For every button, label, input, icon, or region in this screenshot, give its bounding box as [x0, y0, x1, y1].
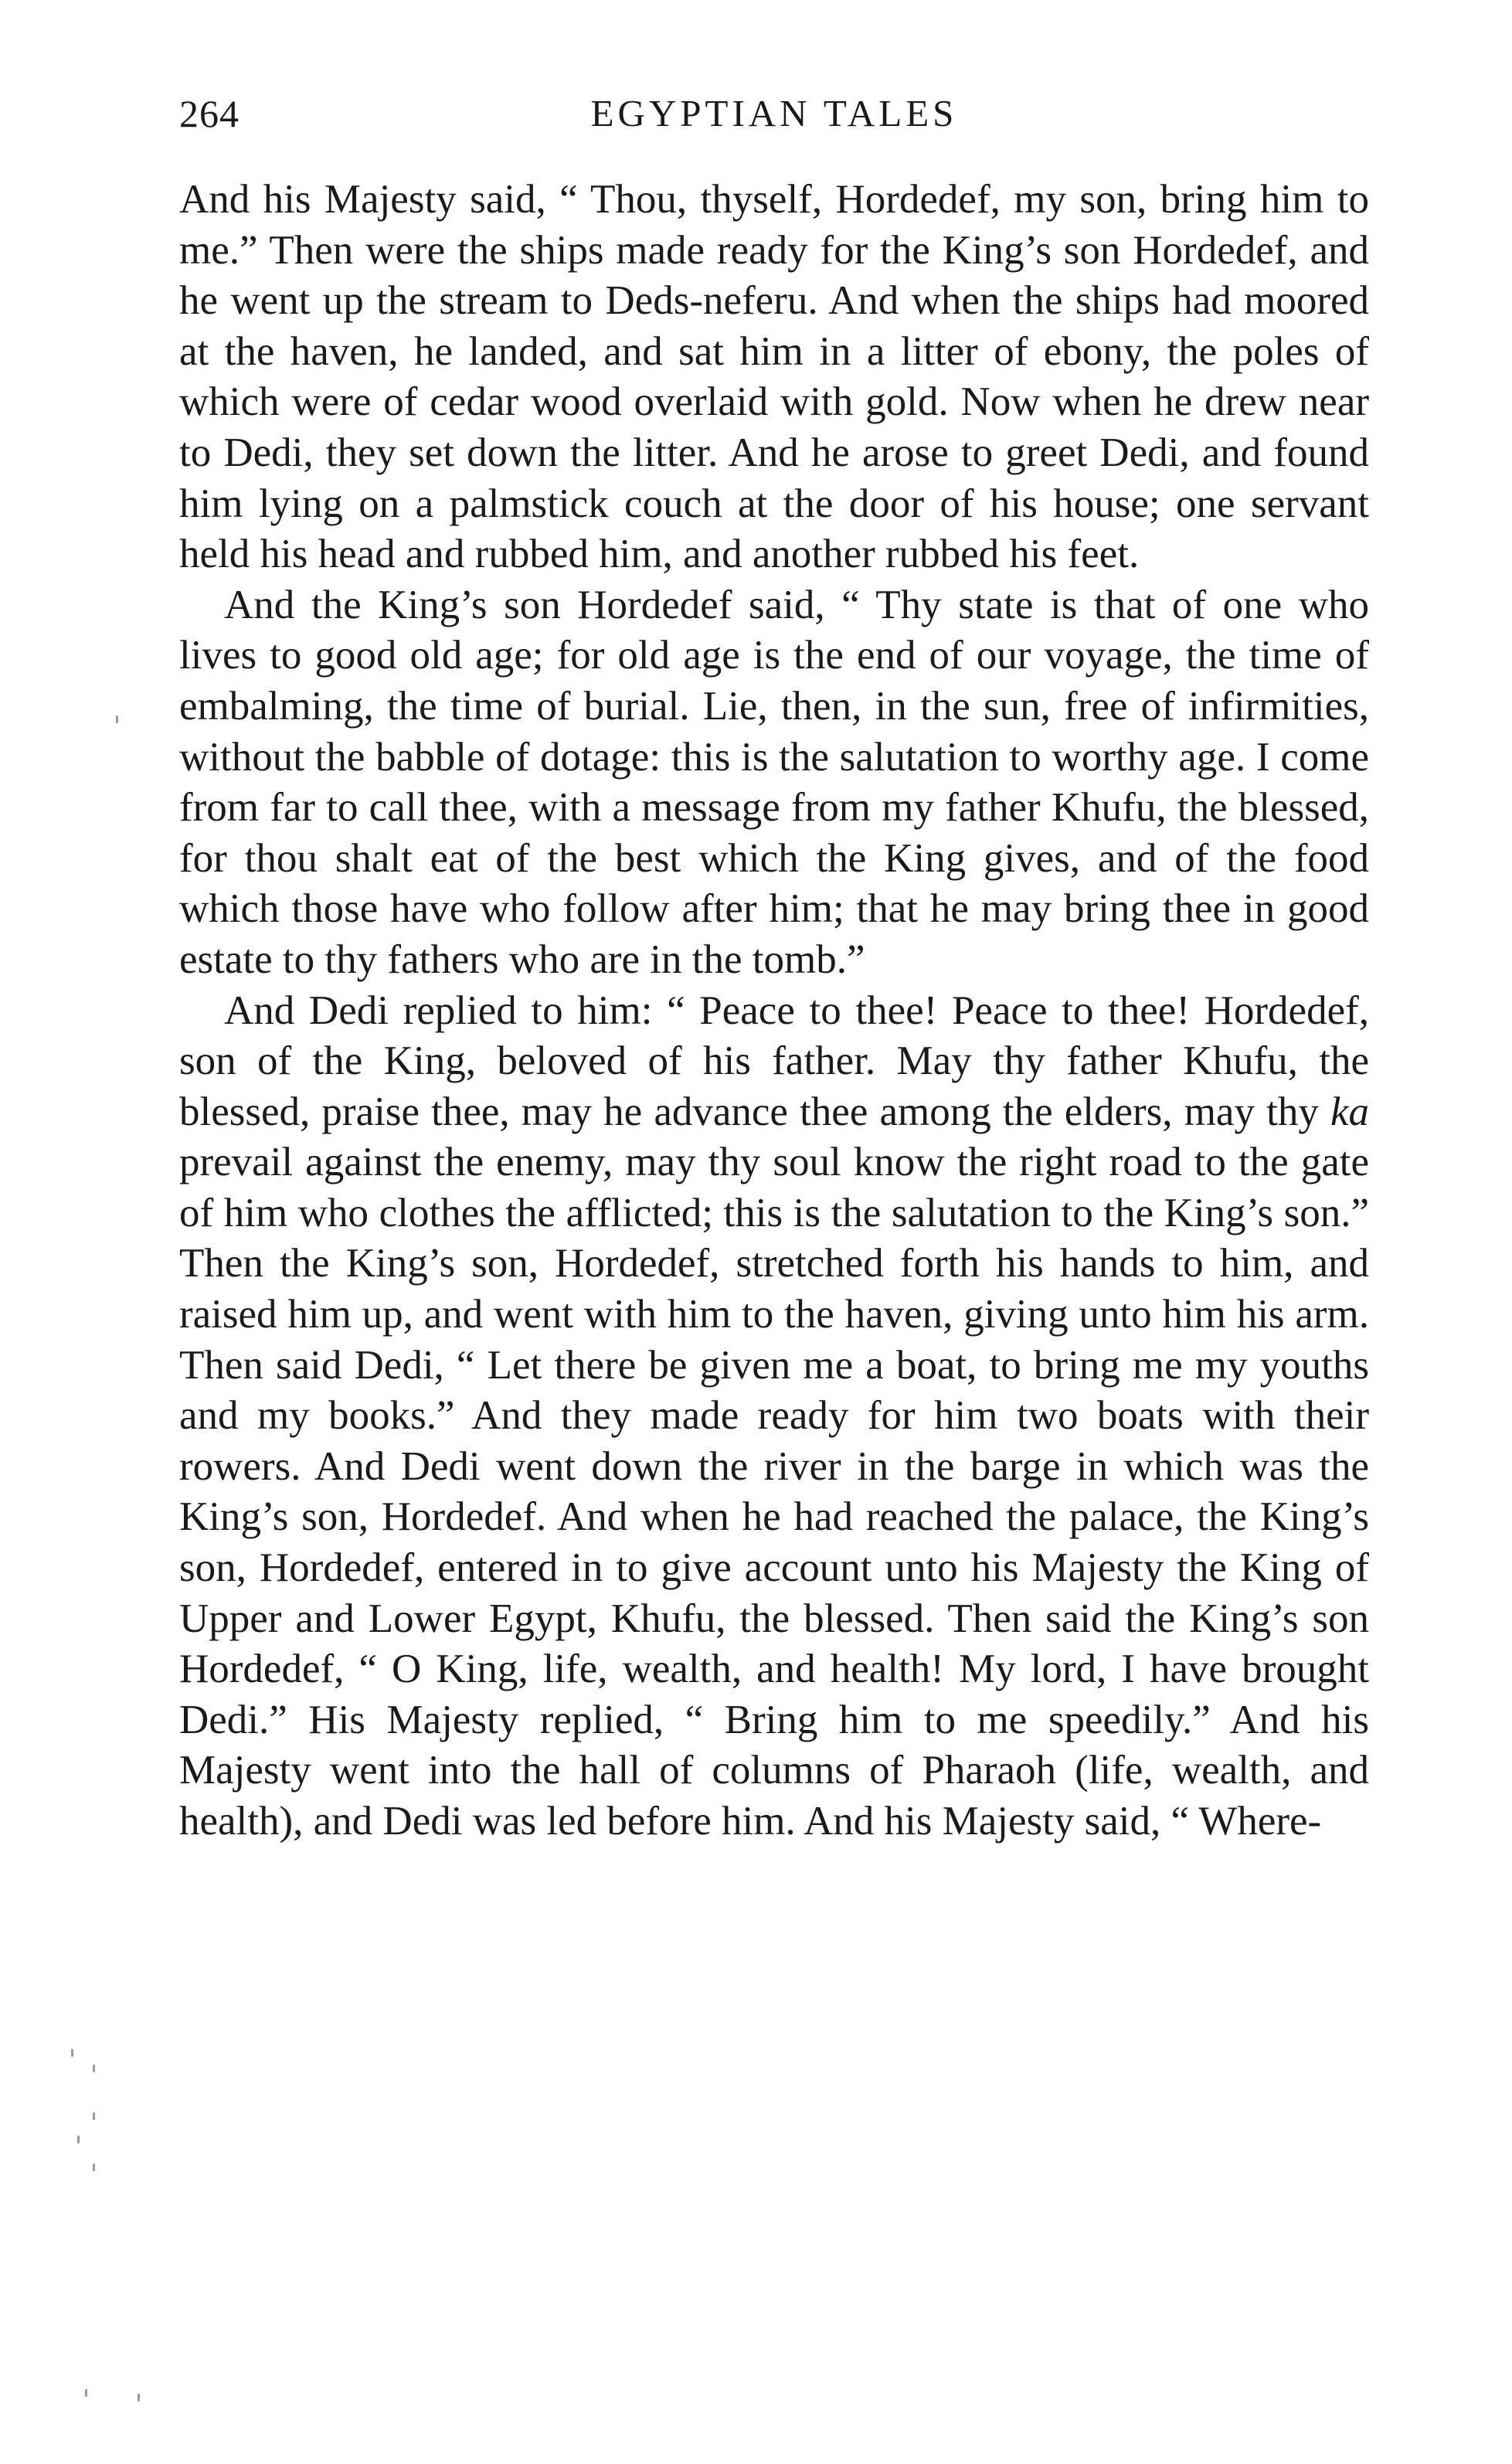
- scan-speck: [138, 2394, 140, 2401]
- running-title: EGYPTIAN TALES: [590, 92, 958, 134]
- paragraph-text: And his Majesty said, “ Thou, thyself, Hordedef, my son, bring him to me.” Then were the ships made ready for the King’s son Hordedef, and he went up the stream to Deds-neferu. And when the ships had moored at the haven, he landed, and sat him in a litter of ebony, the poles of which were of cedar wood overlaid with gold. Now when he drew near to Dedi, they set down the litter. And he arose to greet Dedi, and found him lying on a palmstick couch at the door of his house; one servant held his head and rubbed him, and another rubbed his feet.: [179, 177, 1369, 577]
- paragraph-hordedef-speech: [179, 580, 1369, 986]
- paragraph-dedi-reply: [179, 986, 1369, 1847]
- scan-speck: [93, 2112, 95, 2120]
- paragraph-text: And the King’s son Hordedef said, “ Thy state is that of one who lives to good old age; for old age is the end of our voyage, the time of embalming, the time of burial. Lie, then, in the sun, free of infirmities, without the babble of dotage: this is the salutation to worthy age. I come from far to call thee, with a message from my father Khufu, the blessed, for thou shalt eat of the best which the King gives, and of the food which those have who follow after him; that he may bring thee in good estate to thy fathers who are in the tomb.”: [179, 582, 1369, 982]
- paragraph-text-before-italic: And Dedi replied to him: “ Peace to thee! Peace to thee! Hordedef, son of the King, beloved of his father. May thy father Khufu, the blessed, praise thee, may he advance thee among the elders, may thy: [179, 987, 1369, 1134]
- italic-term: ka: [1330, 1089, 1369, 1134]
- paragraph-text-after-italic: prevail against the enemy, may thy soul know the right road to the gate of him who clothes the afflicted; this is the salutation to the King’s son.” Then the King’s son, Hordedef, stretched forth his hands to him, and raised him up, and went with him to the haven, giving unto him his arm. Then said Dedi, “ Let there be given me a boat, to bring me my youths and my books.” And they made ready for him two boats with their rowers. And Dedi went down the river in the barge in which was the King’s son, Hordedef. And when he had reached the palace, the King’s son, Hordedef, entered in to give account unto his Majesty the King of Upper and Lower Egypt, Khufu, the blessed. Then said the King’s son Hordedef, “ O King, life, wealth, and health! My lord, I have brought Dedi.” His Majesty replied, “ Bring him to me speedily.” And his Majesty went into the hall of columns of Pharaoh (life, wealth, and health), and Dedi was led before him. And his Majesty said, “ Where-: [179, 1140, 1369, 1844]
- running-head: [179, 91, 1369, 145]
- scan-speck: [77, 2136, 80, 2143]
- scan-speck: [93, 2163, 95, 2171]
- body-text: [179, 175, 1369, 1847]
- scan-speck: [93, 2065, 95, 2072]
- scan-speck: [85, 2389, 87, 2397]
- scan-speck: [71, 2049, 73, 2057]
- scan-speck: [116, 715, 118, 723]
- paragraph-continuation: [179, 175, 1369, 580]
- page-number: 264: [179, 92, 240, 135]
